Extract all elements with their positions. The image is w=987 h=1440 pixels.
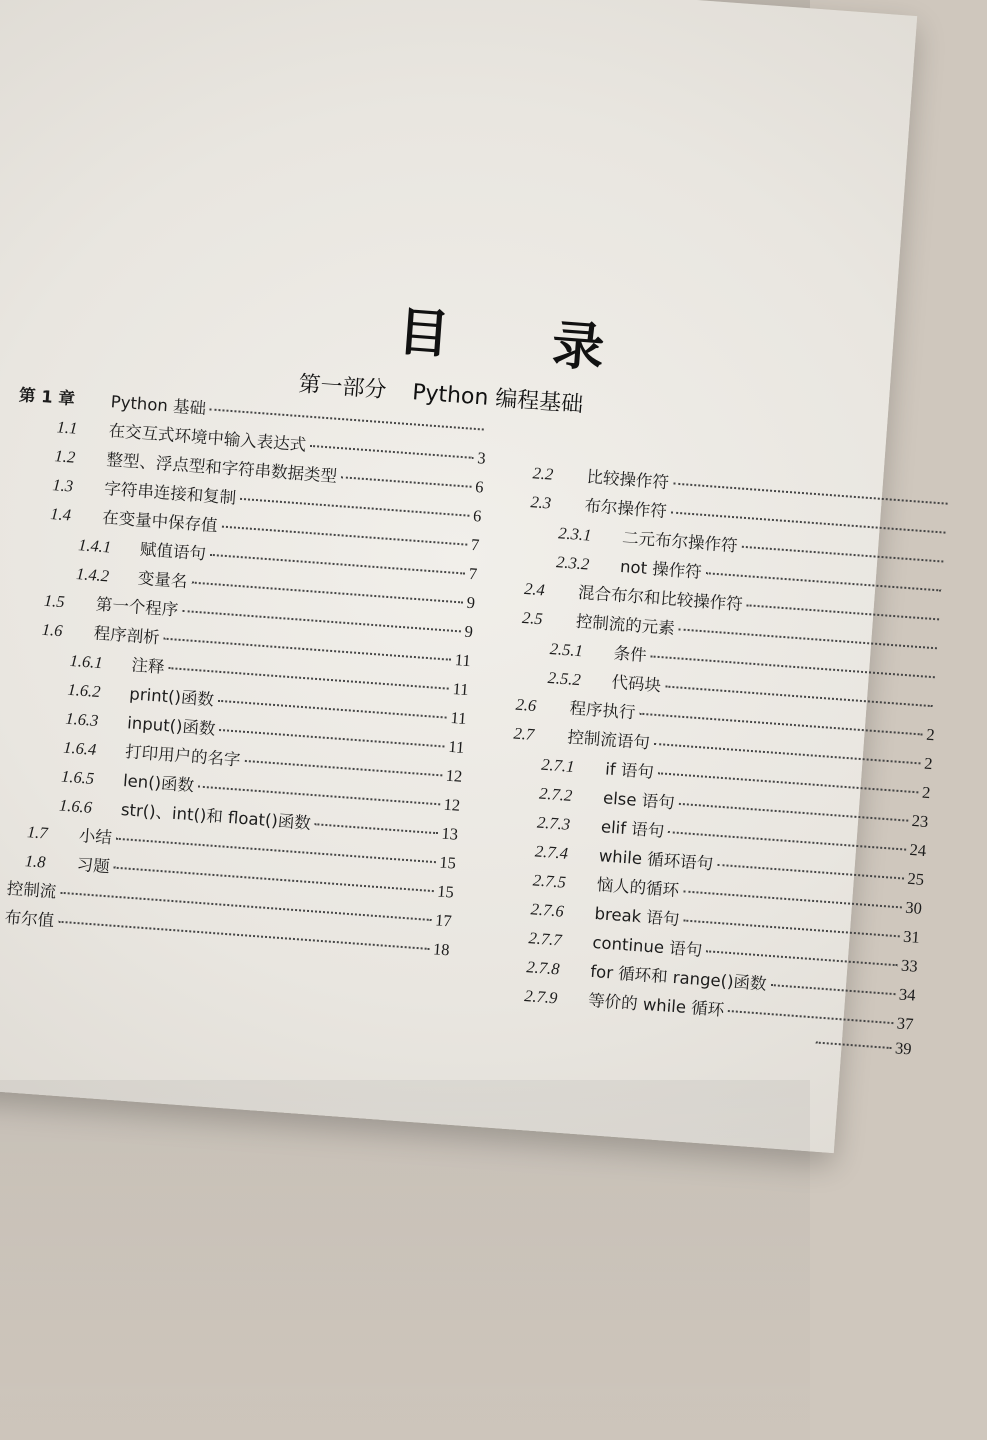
toc-entry: 1.7 小结 15	[26, 822, 457, 873]
toc-entry: 2.3.2 not 操作符	[556, 548, 947, 600]
toc-entry: 2.5.1 条件	[549, 635, 940, 687]
toc-entry: 2.7.4 while 循环语句 25	[534, 841, 925, 889]
toc-heading-char-1: 目	[395, 302, 452, 366]
toc-entry: 1.4.1 赋值语句 7	[77, 535, 478, 584]
toc-entry: 1.6.4 打印用户的名字 12	[62, 737, 464, 786]
toc-entry: 1.6 程序剖析 11	[41, 619, 472, 671]
part-label: 第一部分	[297, 371, 388, 404]
toc-entry: 控制流 17	[6, 878, 453, 931]
toc-entry: 1.6.5 len()函数 12	[60, 766, 461, 815]
toc-entry: 1.4.2 变量名 9	[75, 564, 476, 613]
toc-entry: 2.4 混合布尔和比较操作符	[523, 575, 944, 630]
toc-entry: 2.5 控制流的元素	[521, 604, 942, 659]
toc-heading-char-2: 录	[549, 315, 607, 380]
toc-entry: 2.7.8 for 循环和 range()函数 34	[525, 957, 917, 1005]
toc-entry: 1.6.1 注释 11	[69, 650, 470, 700]
toc-entry: 1.6.2 print()函数 11	[66, 679, 468, 729]
toc-entry: 1.3 字符串连接和复制 6	[51, 475, 483, 526]
toc-entry: 1.8 习题 15	[24, 851, 455, 902]
toc-entry: 1.4 在变量中保存值 7	[49, 504, 480, 555]
toc-entry: 2.3 布尔操作符	[530, 488, 951, 543]
toc-entry: 2.6 程序执行 2	[515, 694, 936, 745]
toc-entry: 2.7.6 break 语句 31	[530, 899, 921, 947]
toc-entry: 1.6.6 str()、int()和 float()函数 13	[58, 795, 459, 844]
toc-entry: 2.2 比较操作符	[532, 459, 953, 514]
toc-entry: 2.7.1 if 语句 2	[540, 754, 932, 803]
toc-entry: 1.6.3 input()函数 11	[64, 708, 466, 757]
toc-entry: 布尔值 18	[4, 907, 451, 960]
toc-entry: 2.7.9 等价的 while 循环 37	[523, 986, 915, 1034]
toc-entry-page-only: 39	[811, 1032, 912, 1063]
toc-entry: 1.1 在交互式环境中输入表达式 3	[56, 417, 487, 468]
toc-entry: 2.7.2 else 语句 23	[538, 783, 929, 832]
toc-entry: 1.2 整型、浮点型和字符串数据类型 6	[54, 446, 485, 497]
toc-entry: 第 1 章 Python 基础	[18, 381, 488, 439]
toc-entry: 2.3.1 二元布尔操作符	[558, 519, 949, 571]
part-name: Python 编程基础	[411, 380, 585, 418]
toc-entry: 2.5.2 代码块	[547, 664, 938, 716]
toc-entry: 2.7.3 elif 语句 24	[536, 812, 927, 861]
surface-shadow	[0, 1080, 810, 1440]
toc-entry: 1.5 第一个程序 9	[43, 590, 474, 642]
toc-entry: 2.7 控制流语句 2	[512, 723, 934, 774]
toc-entry: 2.7.5 恼人的循环 30	[532, 870, 923, 918]
toc-entry: 2.7.7 continue 语句 33	[527, 928, 919, 976]
